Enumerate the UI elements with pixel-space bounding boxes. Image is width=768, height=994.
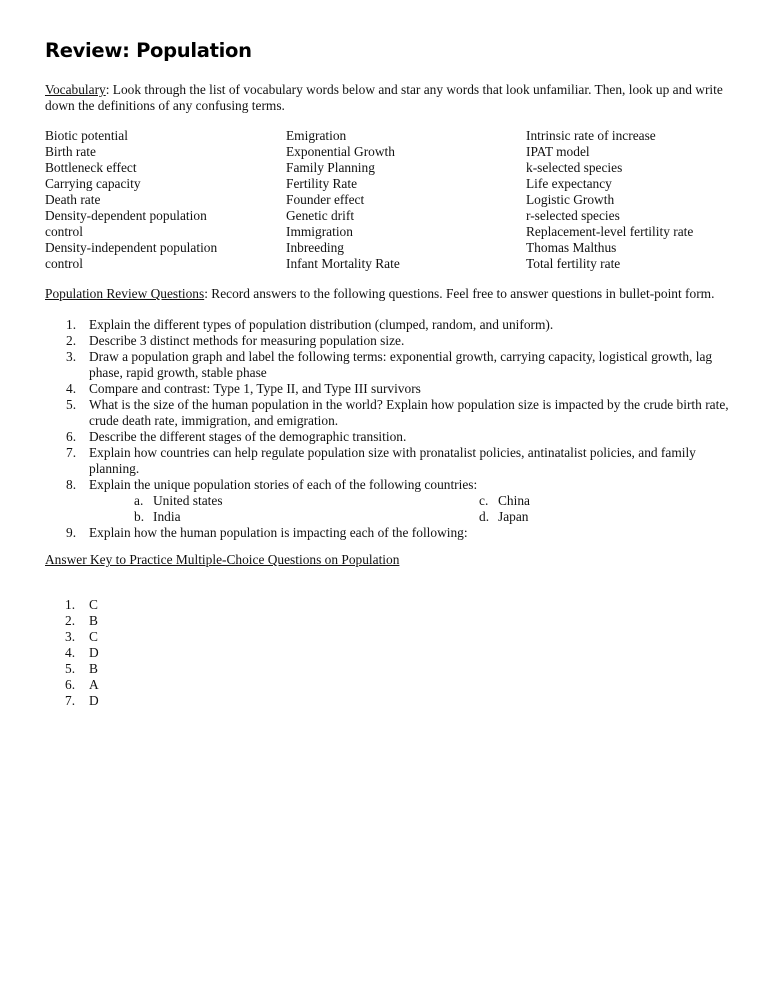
- vocab-term: IPAT model: [526, 144, 590, 159]
- question-item: [45, 381, 735, 397]
- vocab-term: Thomas Malthus: [526, 240, 617, 255]
- answer-letter: D: [89, 645, 99, 660]
- vocab-column-1: [45, 128, 245, 272]
- vocab-term: Birth rate: [45, 144, 96, 159]
- answer-number: 1.: [65, 597, 76, 612]
- country-letter: c.: [479, 493, 489, 508]
- answer-key-heading: Answer Key to Practice Multiple-Choice Questions on Population: [45, 552, 400, 567]
- vocab-term: Life expectancy: [526, 176, 612, 191]
- question-item: [45, 429, 735, 445]
- question-text: Explain how the human population is impacting each of the following:: [89, 525, 468, 540]
- question-item: [45, 477, 735, 525]
- answer-item: [45, 693, 99, 709]
- answer-letter: B: [89, 661, 98, 676]
- question-text: Explain the different types of population distribution (clumped, random, and uniform).: [89, 317, 554, 332]
- questions-label: Population Review Questions: [45, 286, 205, 301]
- answer-number: 7.: [65, 693, 76, 708]
- vocab-term: Genetic drift: [286, 208, 355, 223]
- country-letter: b.: [134, 509, 145, 524]
- answer-number: 2.: [65, 613, 76, 628]
- vocab-term: Immigration: [286, 224, 353, 239]
- question-text: Describe 3 distinct methods for measuring population size.: [89, 333, 405, 348]
- vocab-term: Emigration: [286, 128, 347, 143]
- question-number: 4.: [66, 381, 77, 396]
- question-number: 1.: [66, 317, 77, 332]
- question-text: Explain the unique population stories of each of the following countries:: [89, 477, 478, 492]
- vocab-term: Exponential Growth: [286, 144, 395, 159]
- answer-item: [45, 613, 99, 629]
- vocab-term: Death rate: [45, 192, 101, 207]
- vocab-term: Biotic potential: [45, 128, 128, 143]
- answer-letter: C: [89, 597, 98, 612]
- vocab-term: r-selected species: [526, 208, 620, 223]
- vocab-term: Logistic Growth: [526, 192, 615, 207]
- country-name: India: [153, 509, 181, 524]
- answer-item: [45, 677, 99, 693]
- answer-number: 3.: [65, 629, 76, 644]
- question-number: 2.: [66, 333, 77, 348]
- question-text: Compare and contrast: Type 1, Type II, and Type III survivors: [89, 381, 421, 396]
- question-text: Describe the different stages of the demographic transition.: [89, 429, 407, 444]
- answer-letter: D: [89, 693, 99, 708]
- answer-key-list: [45, 597, 99, 709]
- vocab-term: Density-dependent population control: [45, 208, 207, 239]
- questions-instructions: [45, 286, 735, 302]
- vocab-term: Fertility Rate: [286, 176, 358, 191]
- country-row: [45, 493, 735, 509]
- question-number: 9.: [66, 525, 77, 540]
- question-number: 6.: [66, 429, 77, 444]
- question-text: What is the size of the human population in the world? Explain how population size is impacted by the crude birth rate, crude death rate, immigration, and emigration.: [89, 397, 729, 428]
- vocab-instructions: [45, 82, 735, 114]
- question-number: 8.: [66, 477, 77, 492]
- answer-number: 6.: [65, 677, 76, 692]
- country-name: Japan: [498, 509, 529, 524]
- vocab-label: Vocabulary: [45, 82, 106, 97]
- vocab-column-2: [286, 128, 400, 272]
- question-item: [45, 349, 735, 381]
- question-number: 3.: [66, 349, 77, 364]
- question-text: Draw a population graph and label the following terms: exponential growth, carrying capacity, logistical growth, lag phase, rapid growth, stable phase: [89, 349, 713, 380]
- country-letter: d.: [479, 509, 490, 524]
- answer-letter: B: [89, 613, 98, 628]
- questions-instructions-text: : Record answers to the following questions. Feel free to answer questions in bullet-point form.: [204, 286, 715, 301]
- answer-number: 4.: [65, 645, 76, 660]
- vocab-term: Family Planning: [286, 160, 375, 175]
- question-item: [45, 445, 735, 477]
- vocab-term: Bottleneck effect: [45, 160, 137, 175]
- question-text: Explain how countries can help regulate population size with pronatalist policies, antinatalist policies, and family planning.: [89, 445, 696, 476]
- question-number: 7.: [66, 445, 77, 460]
- country-name: China: [498, 493, 530, 508]
- answer-letter: C: [89, 629, 98, 644]
- vocab-column-3: [526, 128, 693, 272]
- question-item: [45, 317, 735, 333]
- question-item: [45, 397, 735, 429]
- answer-item: [45, 645, 99, 661]
- answer-number: 5.: [65, 661, 76, 676]
- vocab-term: Replacement-level fertility rate: [526, 224, 694, 239]
- answer-item: [45, 597, 99, 613]
- question-number: 5.: [66, 397, 77, 412]
- vocab-term: k-selected species: [526, 160, 623, 175]
- answer-letter: A: [89, 677, 99, 692]
- vocab-term: Inbreeding: [286, 240, 345, 255]
- vocab-term: Density-independent population control: [45, 240, 218, 271]
- vocab-instructions-text: : Look through the list of vocabulary words below and star any words that look unfamiliar. Then, look up and write down the definitions of any confusing terms.: [45, 82, 723, 113]
- country-row: [45, 509, 735, 525]
- answer-item: [45, 661, 99, 677]
- review-questions-list: [45, 317, 735, 541]
- vocab-term: Carrying capacity: [45, 176, 141, 191]
- country-name: United states: [153, 493, 223, 508]
- page-title: Review: Population: [45, 39, 252, 62]
- answer-item: [45, 629, 99, 645]
- vocab-term: Intrinsic rate of increase: [526, 128, 656, 143]
- vocab-term: Founder effect: [286, 192, 365, 207]
- vocab-term: Infant Mortality Rate: [286, 256, 400, 271]
- country-letter: a.: [134, 493, 144, 508]
- question-item: [45, 525, 735, 541]
- question-item: [45, 333, 735, 349]
- vocab-term: Total fertility rate: [526, 256, 621, 271]
